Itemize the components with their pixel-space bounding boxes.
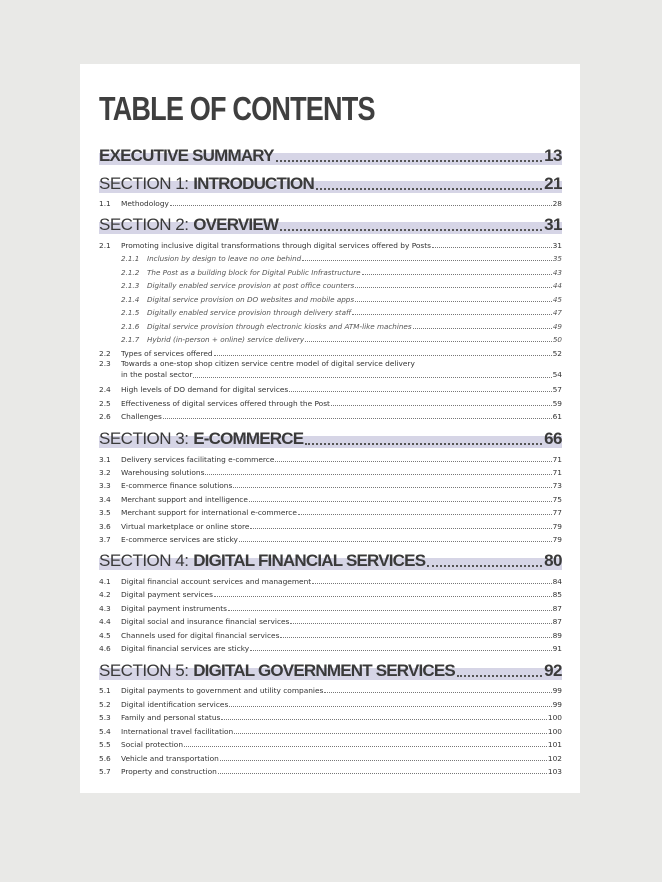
page-title: TABLE OF CONTENTS xyxy=(99,90,375,127)
section-prefix: SECTION 1: xyxy=(99,174,189,193)
leader-dots xyxy=(289,391,551,392)
page-number: 13 xyxy=(544,146,562,165)
toc-subentry[interactable] xyxy=(99,293,562,304)
page-number: 66 xyxy=(544,429,562,448)
entry-text: Digital financial services are sticky xyxy=(121,644,250,653)
toc-entry[interactable] xyxy=(99,383,562,394)
entry-page: 103 xyxy=(547,767,562,776)
entry-text: Digital service provision on DO websites and mobile apps xyxy=(147,295,355,304)
leader-dots xyxy=(275,461,551,462)
entry-page: 45 xyxy=(552,295,562,304)
leader-dots xyxy=(305,443,542,445)
toc-executive-summary[interactable] xyxy=(99,146,562,165)
leader-dots xyxy=(355,287,552,288)
entry-page: 31 xyxy=(552,241,562,250)
entry-text: E-commerce services are sticky xyxy=(121,535,238,544)
toc-entry[interactable] xyxy=(99,711,562,722)
entry-text: Delivery services facilitating e-commerce xyxy=(121,455,275,464)
entry-number: 4.1 xyxy=(99,577,111,586)
leader-dots xyxy=(193,377,551,378)
entry-text: High levels of DO demand for digital services xyxy=(121,385,289,394)
page-number: 80 xyxy=(544,551,562,570)
entry-number: 2.6 xyxy=(99,412,111,421)
toc-subentry[interactable] xyxy=(99,266,562,277)
entry-number: 2.1 xyxy=(99,241,111,250)
toc-section-3[interactable] xyxy=(99,429,562,448)
entry-number: 2.4 xyxy=(99,385,111,394)
leader-dots xyxy=(316,188,542,190)
section-name: INTRODUCTION xyxy=(193,174,314,193)
entry-text: Merchant support for international e-commerce xyxy=(121,508,297,517)
toc-entry[interactable] xyxy=(99,588,562,599)
entry-number: 3.4 xyxy=(99,495,111,504)
leader-dots xyxy=(250,528,551,529)
toc-entry[interactable] xyxy=(99,359,562,381)
entry-number: 2.3 xyxy=(99,359,111,368)
leader-dots xyxy=(184,746,547,747)
entry-number: 2.1.7 xyxy=(121,335,140,344)
entry-text: Digitally enabled service provision through delivery staff xyxy=(147,308,352,317)
entry-page: 85 xyxy=(552,590,562,599)
toc-entry[interactable] xyxy=(99,520,562,531)
leader-dots xyxy=(218,773,547,774)
leader-dots xyxy=(298,514,552,515)
page-number: 92 xyxy=(544,661,562,680)
entry-text: Merchant support and intelligence xyxy=(121,495,248,504)
leader-dots xyxy=(352,314,552,315)
entry-number: 4.6 xyxy=(99,644,111,653)
entry-text: Channels used for digital financial services xyxy=(121,631,280,640)
entry-text: Vehicle and transportation xyxy=(121,754,219,763)
entry-number: 1.1 xyxy=(99,199,111,208)
entry-number: 3.5 xyxy=(99,508,111,517)
entry-page: 73 xyxy=(552,481,562,490)
toc-entry[interactable] xyxy=(99,698,562,709)
entry-number: 5.7 xyxy=(99,767,111,776)
leader-dots xyxy=(305,341,552,342)
entry-text: Types of services offered xyxy=(121,349,213,358)
document-page xyxy=(80,64,580,793)
toc-entry[interactable] xyxy=(99,466,562,477)
leader-dots xyxy=(239,541,552,542)
entry-number: 5.4 xyxy=(99,727,111,736)
leader-dots xyxy=(324,692,551,693)
entry-number: 5.1 xyxy=(99,686,111,695)
toc-subentry[interactable] xyxy=(99,320,562,331)
entry-page: 44 xyxy=(552,281,562,290)
entry-number: 3.3 xyxy=(99,481,111,490)
section-name: DIGITAL FINANCIAL SERVICES xyxy=(193,551,426,570)
entry-page: 100 xyxy=(547,713,562,722)
entry-text: Promoting inclusive digital transformations through digital services offered by Posts xyxy=(121,241,432,250)
entry-text: Digital payment services xyxy=(121,590,213,599)
toc-entry[interactable] xyxy=(99,725,562,736)
entry-text: Virtual marketplace or online store xyxy=(121,522,250,531)
entry-page: 50 xyxy=(552,335,562,344)
entry-page: 35 xyxy=(552,254,562,263)
leader-dots xyxy=(457,675,542,677)
entry-number: 5.5 xyxy=(99,740,111,749)
leader-dots xyxy=(214,355,552,356)
entry-number: 3.7 xyxy=(99,535,111,544)
leader-dots xyxy=(427,565,542,567)
toc-subentry[interactable] xyxy=(99,279,562,290)
entry-page: 75 xyxy=(552,495,562,504)
section-name: OVERVIEW xyxy=(193,215,279,234)
toc-entry[interactable] xyxy=(99,397,562,408)
toc-entry[interactable] xyxy=(99,602,562,613)
entry-text: Effectiveness of digital services offered through the Post xyxy=(121,399,330,408)
leader-dots xyxy=(280,637,551,638)
page-number: 31 xyxy=(544,215,562,234)
toc-entry[interactable] xyxy=(99,765,562,776)
entry-number: 3.1 xyxy=(99,455,111,464)
page-number: 21 xyxy=(544,174,562,193)
entry-page: 52 xyxy=(552,349,562,358)
entry-number: 2.1.4 xyxy=(121,295,140,304)
entry-page: 61 xyxy=(552,412,562,421)
entry-page: 87 xyxy=(552,604,562,613)
entry-text: Warehousing solutions xyxy=(121,468,205,477)
toc-entry[interactable] xyxy=(99,239,562,250)
entry-text: Digital payments to government and utility companies xyxy=(121,686,324,695)
entry-text: The Post as a building block for Digital Public Infrastructure xyxy=(147,268,361,277)
toc-entry[interactable] xyxy=(99,684,562,695)
leader-dots xyxy=(355,301,552,302)
toc-subentry[interactable] xyxy=(99,252,562,263)
entry-number: 4.4 xyxy=(99,617,111,626)
entry-text: Digital financial account services and management xyxy=(121,577,312,586)
toc-entry[interactable] xyxy=(99,533,562,544)
leader-dots xyxy=(280,229,542,231)
entry-page: 101 xyxy=(547,740,562,749)
entry-page: 77 xyxy=(552,508,562,517)
toc-entry[interactable] xyxy=(99,347,562,358)
toc-entry[interactable] xyxy=(99,752,562,763)
entry-text: Digitally enabled service provision at post office counters xyxy=(147,281,355,290)
leader-dots xyxy=(233,487,551,488)
toc-subentry[interactable] xyxy=(99,333,562,344)
entry-number: 5.2 xyxy=(99,700,111,709)
leader-dots xyxy=(163,418,552,419)
entry-text: Family and personal status xyxy=(121,713,221,722)
entry-number: 2.1.5 xyxy=(121,308,140,317)
entry-number: 5.3 xyxy=(99,713,111,722)
toc-entry[interactable] xyxy=(99,738,562,749)
entry-number: 2.2 xyxy=(99,349,111,358)
leader-dots xyxy=(220,760,547,761)
entry-text: Hybrid (in-person + online) service delivery xyxy=(147,335,305,344)
leader-dots xyxy=(302,260,552,261)
toc-entry[interactable] xyxy=(99,453,562,464)
leader-dots xyxy=(432,247,552,248)
entry-page: 99 xyxy=(552,700,562,709)
toc-entry[interactable] xyxy=(99,479,562,490)
entry-page: 79 xyxy=(552,535,562,544)
toc-section-5[interactable] xyxy=(99,661,562,680)
entry-text: Property and construction xyxy=(121,767,217,776)
entry-text: Challenges xyxy=(121,412,162,421)
entry-text: Towards a one-stop shop citizen service centre model of digital service delivery xyxy=(121,359,415,368)
entry-text: Digital identification services xyxy=(121,700,229,709)
entry-page: 43 xyxy=(552,268,562,277)
leader-dots xyxy=(170,205,552,206)
toc-entry[interactable] xyxy=(99,197,562,208)
leader-dots xyxy=(249,501,552,502)
entry-page: 100 xyxy=(547,727,562,736)
entry-page: 54 xyxy=(552,369,562,379)
entry-text: Methodology xyxy=(121,199,169,208)
entry-page: 71 xyxy=(552,468,562,477)
leader-dots xyxy=(221,719,547,720)
entry-text-continued: in the postal sector xyxy=(121,369,193,379)
entry-text: Social protection xyxy=(121,740,184,749)
leader-dots xyxy=(229,706,551,707)
entry-page: 99 xyxy=(552,686,562,695)
leader-dots xyxy=(228,610,552,611)
entry-page: 84 xyxy=(552,577,562,586)
section-prefix: SECTION 5: xyxy=(99,661,189,680)
leader-dots xyxy=(362,274,552,275)
toc-entry[interactable] xyxy=(99,629,562,640)
entry-number: 3.2 xyxy=(99,468,111,477)
entry-number: 2.1.6 xyxy=(121,322,140,331)
entry-number: 2.1.2 xyxy=(121,268,140,277)
entry-number: 2.1.1 xyxy=(121,254,140,263)
toc-entry[interactable] xyxy=(99,410,562,421)
entry-text: Inclusion by design to leave no one behind xyxy=(147,254,302,263)
entry-text: International travel facilitation xyxy=(121,727,234,736)
leader-dots xyxy=(290,623,551,624)
toc-section-1[interactable] xyxy=(99,174,562,193)
section-name: E-COMMERCE xyxy=(193,429,304,448)
entry-number: 4.2 xyxy=(99,590,111,599)
leader-dots xyxy=(205,474,551,475)
toc-entry[interactable] xyxy=(99,615,562,626)
entry-page: 87 xyxy=(552,617,562,626)
entry-number: 4.5 xyxy=(99,631,111,640)
leader-dots xyxy=(331,405,552,406)
entry-text: E-commerce finance solutions xyxy=(121,481,233,490)
entry-page: 28 xyxy=(552,199,562,208)
entry-number: 2.1.3 xyxy=(121,281,140,290)
leader-dots xyxy=(250,650,551,651)
toc-subentry[interactable] xyxy=(99,306,562,317)
entry-text: Digital service provision through electronic kiosks and ATM-like machines xyxy=(147,322,412,331)
leader-dots xyxy=(413,328,552,329)
section-prefix: SECTION 4: xyxy=(99,551,189,570)
toc-section-4[interactable] xyxy=(99,551,562,570)
entry-page: 102 xyxy=(547,754,562,763)
entry-number: 3.6 xyxy=(99,522,111,531)
entry-page: 91 xyxy=(552,644,562,653)
entry-page: 57 xyxy=(552,385,562,394)
section-prefix: SECTION 3: xyxy=(99,429,189,448)
toc-entry[interactable] xyxy=(99,575,562,586)
entry-number: 2.5 xyxy=(99,399,111,408)
toc-section-2[interactable] xyxy=(99,215,562,234)
toc-entry[interactable] xyxy=(99,506,562,517)
leader-dots xyxy=(312,583,551,584)
entry-number: 4.3 xyxy=(99,604,111,613)
section-name: DIGITAL GOVERNMENT SERVICES xyxy=(193,661,455,680)
entry-page: 89 xyxy=(552,631,562,640)
entry-number: 5.6 xyxy=(99,754,111,763)
entry-text: Digital social and insurance financial services xyxy=(121,617,290,626)
section-name: EXECUTIVE SUMMARY xyxy=(99,146,274,165)
leader-dots xyxy=(276,160,542,162)
entry-page: 71 xyxy=(552,455,562,464)
entry-page: 79 xyxy=(552,522,562,531)
toc-entry[interactable] xyxy=(99,642,562,653)
leader-dots xyxy=(234,733,547,734)
section-prefix: SECTION 2: xyxy=(99,215,189,234)
toc-entry[interactable] xyxy=(99,493,562,504)
entry-text: Digital payment instruments xyxy=(121,604,227,613)
entry-page: 47 xyxy=(552,308,562,317)
entry-page: 49 xyxy=(552,322,562,331)
entry-page: 59 xyxy=(552,399,562,408)
leader-dots xyxy=(214,596,552,597)
